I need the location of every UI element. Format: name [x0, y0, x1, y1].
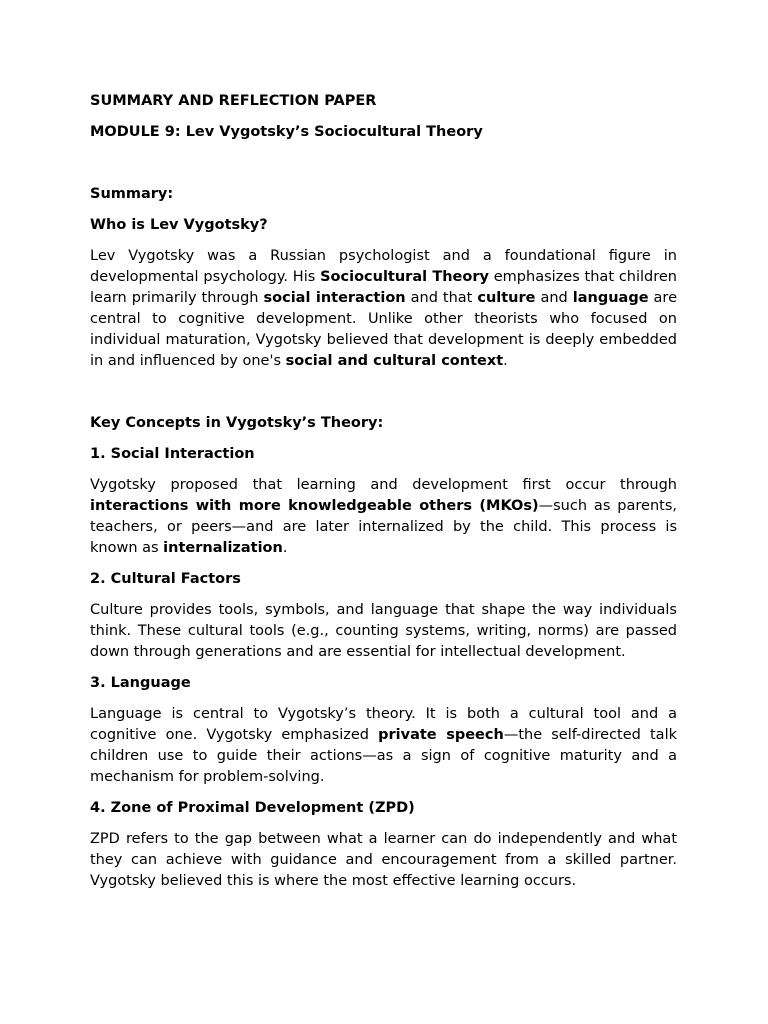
paper-title: SUMMARY AND REFLECTION PAPER	[90, 93, 377, 109]
text-run: emphasizes that children learn primarily through	[90, 269, 677, 306]
concept-body-zpd	[90, 829, 677, 892]
concept-heading-cultural-factors: 2. Cultural Factors	[90, 571, 241, 587]
text-run: and that	[405, 290, 478, 306]
bold-term: interactions with more knowledgeable others (MKOs)	[90, 498, 539, 514]
text-run: Language is central to Vygotsky’s theory. It is both a cultural tool and a cognitive one. Vygotsky emphasized	[90, 706, 677, 743]
document-page	[90, 91, 677, 892]
text-run: are central to cognitive development. Unlike other theorists who focused on individual maturation, Vygotsky believed that development is deeply embedded in and influenced by one's	[90, 290, 677, 369]
text-run: Culture provides tools, symbols, and language that shape the way individuals think. These cultural tools (e.g., counting systems, writing, norms) are passed down through generations and are essential for intellectual development.	[90, 602, 677, 660]
text-run: Lev Vygotsky was a Russian psychologist and a foundational figure in developmental psychology. His	[90, 248, 677, 285]
summary-heading: Summary:	[90, 186, 174, 202]
bold-term: language	[572, 290, 649, 306]
text-run: .	[503, 353, 508, 369]
bold-term: social and cultural context	[285, 353, 504, 369]
concept-heading-language: 3. Language	[90, 675, 191, 691]
concept-body-language	[90, 704, 677, 788]
intro-paragraph	[90, 246, 677, 372]
bold-term: internalization	[163, 540, 283, 556]
bold-term: social interaction	[263, 290, 406, 306]
concept-body-cultural-factors	[90, 600, 677, 663]
text-run: ZPD refers to the gap between what a learner can do independently and what they can achieve with guidance and encouragement from a skilled partner. Vygotsky believed this is where the most effective learning occurs.	[90, 831, 677, 889]
bold-term: Sociocultural Theory	[320, 269, 489, 285]
text-run: .	[282, 540, 288, 556]
bold-term: private speech	[378, 727, 504, 743]
text-run: Vygotsky proposed that learning and development first occur through	[90, 477, 677, 493]
concept-heading-social-interaction: 1. Social Interaction	[90, 446, 255, 462]
text-run: —the self-directed talk children use to guide their actions—as a sign of cognitive maturity and a mechanism for problem-solving.	[90, 727, 677, 785]
bold-term: culture	[477, 290, 536, 306]
who-heading: Who is Lev Vygotsky?	[90, 217, 268, 233]
key-concepts-heading: Key Concepts in Vygotsky’s Theory:	[90, 415, 384, 431]
concept-body-social-interaction	[90, 475, 677, 559]
text-run: and	[535, 290, 573, 306]
text-run: —such as parents, teachers, or peers—and are later internalized by the child. This process is known as	[90, 498, 677, 556]
module-title: MODULE 9: Lev Vygotsky’s Sociocultural Theory	[90, 124, 483, 140]
concept-heading-zpd: 4. Zone of Proximal Development (ZPD)	[90, 800, 415, 816]
